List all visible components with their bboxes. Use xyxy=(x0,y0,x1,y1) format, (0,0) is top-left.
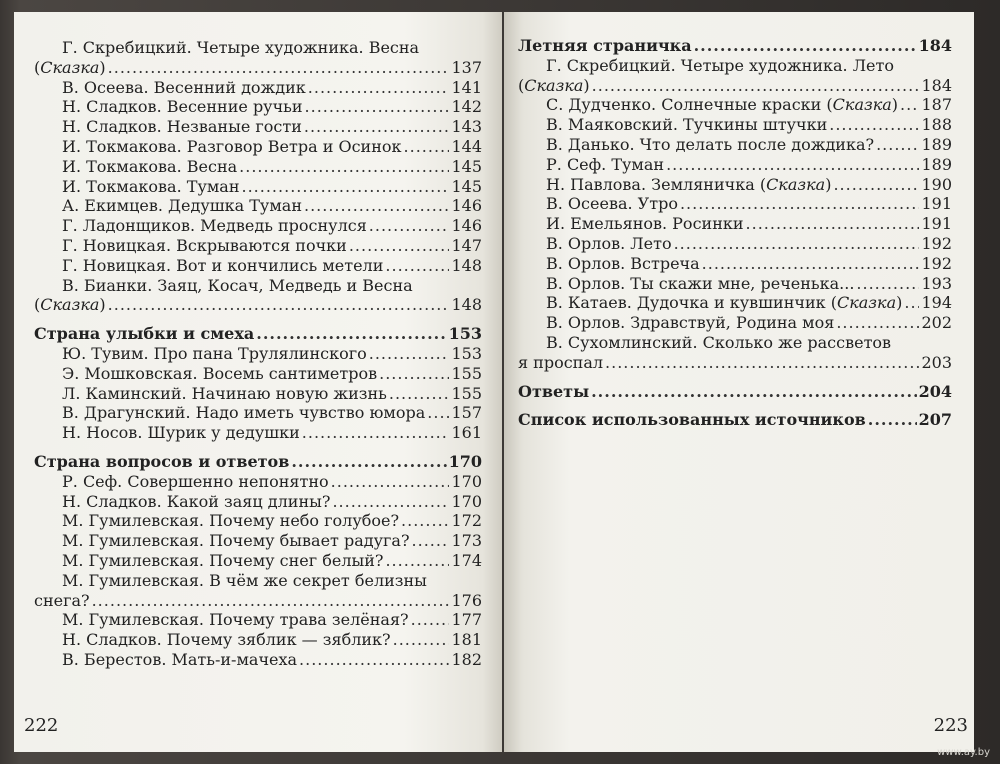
toc-entry-title xyxy=(518,382,589,402)
watermark: www.ay.by xyxy=(937,747,990,758)
table-of-contents-right xyxy=(518,36,952,430)
toc-entry-continuation: я проспал xyxy=(518,352,604,372)
toc-entry xyxy=(34,97,482,117)
toc-entry-title: (Сказка) xyxy=(34,57,106,77)
toc-entry-title xyxy=(34,551,383,571)
dot-leader xyxy=(349,236,450,256)
toc-entry-text: В. Орлов. Встреча xyxy=(546,253,700,273)
toc-entry-text: В. Орлов. Здравствуй, Родина моя xyxy=(546,313,835,333)
toc-page-number: 177 xyxy=(451,610,482,630)
toc-entry-title xyxy=(518,234,672,254)
toc-entry-text: Н. Сладков. Какой заяц длины? xyxy=(62,491,331,511)
toc-entry-subtitle: Сказка xyxy=(836,293,897,313)
toc-page-number: 191 xyxy=(921,214,952,234)
toc-entry-text: Н. Сладков. Почему зяблик — зяблик? xyxy=(62,630,391,650)
dot-leader xyxy=(876,135,919,155)
toc-entry xyxy=(34,472,482,492)
toc-page-number: 155 xyxy=(451,383,482,403)
toc-entry xyxy=(34,78,482,98)
toc-entry-title xyxy=(34,492,330,512)
toc-entry xyxy=(34,256,482,276)
dot-leader xyxy=(746,214,920,234)
dot-leader xyxy=(369,216,450,236)
toc-entry-text: И. Емельянов. Росинки xyxy=(546,214,744,234)
toc-entry xyxy=(34,511,482,531)
toc-page-number: 192 xyxy=(921,253,952,273)
toc-entry-text: Н. Павлова. Земляничка xyxy=(546,174,755,194)
toc-entry-text: И. Токмакова. Весна xyxy=(62,156,238,176)
toc-page-number: 145 xyxy=(451,176,482,196)
toc-entry-continuation: снега? xyxy=(34,590,90,610)
dot-leader xyxy=(308,78,450,98)
left-page xyxy=(14,12,502,752)
toc-entry-title xyxy=(34,511,399,531)
dot-leader xyxy=(389,384,450,404)
toc-page-number: 143 xyxy=(451,117,482,137)
toc-entry-title xyxy=(518,36,692,56)
dot-leader xyxy=(331,472,450,492)
toc-entry-text: Ответы xyxy=(518,381,590,401)
toc-entry-title xyxy=(518,410,866,430)
toc-entry-text: Л. Каминский. Начинаю новую жизнь xyxy=(62,383,387,403)
dot-leader xyxy=(239,157,449,177)
toc-entry-title xyxy=(34,137,402,157)
toc-page-number: 184 xyxy=(921,75,952,95)
dot-leader xyxy=(833,175,919,195)
toc-page-number: 147 xyxy=(451,235,482,255)
toc-page-number: 189 xyxy=(921,134,952,154)
toc-entry-text: Н. Носов. Шурик у дедушки xyxy=(62,423,300,443)
toc-entry-text: В. Берестов. Мать-и-мачеха xyxy=(62,649,298,669)
toc-page-number: 172 xyxy=(451,511,482,531)
toc-page-number: 148 xyxy=(451,295,482,315)
toc-entry-text: Страна улыбки и смеха xyxy=(34,324,255,344)
dot-leader xyxy=(829,115,919,135)
toc-entry xyxy=(34,630,482,650)
toc-entry-line: М. Гумилевская. В чём же секрет белизны xyxy=(62,570,427,590)
toc-entry xyxy=(34,384,482,404)
toc-entry-title xyxy=(34,452,289,472)
toc-section-heading xyxy=(34,452,482,472)
toc-entry-title xyxy=(518,254,700,274)
toc-entry xyxy=(34,236,482,256)
dot-leader xyxy=(401,511,449,531)
toc-entry-text: В. Орлов. Ты скажи мне, реченька... xyxy=(546,273,855,293)
toc-page-number: 176 xyxy=(451,590,482,610)
toc-entry xyxy=(34,344,482,364)
toc-page-number: 202 xyxy=(921,313,952,333)
toc-entry xyxy=(34,196,482,216)
toc-page-number: 170 xyxy=(448,451,482,471)
toc-entry xyxy=(34,216,482,236)
toc-entry-text: Г. Новицкая. Вскрываются почки xyxy=(62,235,347,255)
toc-page-number: 207 xyxy=(918,410,952,430)
toc-entry-title xyxy=(34,650,297,670)
toc-entry xyxy=(518,194,952,214)
toc-page-number: 191 xyxy=(921,194,952,214)
toc-entry-subtitle: Сказка xyxy=(524,75,584,95)
toc-page-number: 203 xyxy=(921,352,952,372)
toc-entry-line: Г. Скребицкий. Четыре художника. Лето xyxy=(546,55,895,75)
toc-entry xyxy=(34,177,482,197)
toc-entry-title: (Сказка) xyxy=(34,295,106,315)
toc-entry-text: В. Осеева. Весенний дождик xyxy=(62,77,306,97)
toc-page-number: 187 xyxy=(921,95,952,115)
toc-entry xyxy=(34,117,482,137)
toc-entry-title xyxy=(34,324,254,344)
toc-page-number: 161 xyxy=(451,423,482,443)
dot-leader xyxy=(411,610,450,630)
toc-entry-text: Ю. Тувим. Про пана Трулялинского xyxy=(62,343,367,363)
dot-leader xyxy=(256,324,446,344)
dot-leader xyxy=(868,410,917,430)
toc-entry-text: Г. Новицкая. Вот и кончились метели xyxy=(62,255,384,275)
dot-leader xyxy=(702,254,920,274)
toc-entry-title xyxy=(34,177,240,197)
toc-entry-text: М. Гумилевская. Почему снег белый? xyxy=(62,550,384,570)
dot-leader xyxy=(680,194,920,214)
toc-entry-text: В. Орлов. Лето xyxy=(546,233,672,253)
toc-entry xyxy=(518,293,952,313)
toc-page-number: 193 xyxy=(921,273,952,293)
dot-leader xyxy=(305,97,450,117)
toc-page-number: 194 xyxy=(921,293,952,313)
toc-page-number: 153 xyxy=(451,343,482,363)
toc-entry-title: В. Катаев. Дудочка и кувшинчик (Сказка) xyxy=(546,293,903,313)
toc-entry-line: Г. Скребицкий. Четыре художника. Весна xyxy=(62,38,420,57)
toc-entry-title xyxy=(34,117,302,137)
toc-entry xyxy=(34,58,482,78)
toc-page-number: 190 xyxy=(921,174,952,194)
toc-page-number: 144 xyxy=(451,136,482,156)
toc-entry-title xyxy=(518,115,827,135)
toc-entry-title xyxy=(518,214,744,234)
dot-leader xyxy=(92,591,450,611)
toc-entry-text: М. Гумилевская. Почему трава зелёная? xyxy=(62,610,409,630)
toc-section-heading xyxy=(518,36,952,56)
toc-entry xyxy=(34,137,482,157)
toc-entry xyxy=(34,610,482,630)
dot-leader xyxy=(836,313,919,333)
dot-leader xyxy=(412,531,450,551)
toc-page-number: 170 xyxy=(451,471,482,491)
toc-entry-title xyxy=(34,531,410,551)
dot-leader xyxy=(904,293,919,313)
toc-entry xyxy=(518,313,952,333)
toc-entry-title xyxy=(34,591,90,611)
toc-page-number: 182 xyxy=(451,649,482,669)
toc-page-number: 137 xyxy=(451,57,482,77)
toc-entry xyxy=(518,95,952,115)
toc-entry-title xyxy=(518,274,854,294)
toc-entry-line: В. Сухомлинский. Сколько же рассветов xyxy=(546,332,892,352)
toc-entry-title xyxy=(34,423,300,443)
dot-leader xyxy=(393,630,450,650)
toc-page-number: 204 xyxy=(918,381,952,401)
page-number-left: 222 xyxy=(24,715,59,736)
toc-entry-title xyxy=(34,236,347,256)
toc-entry-title xyxy=(518,194,678,214)
dot-leader xyxy=(302,423,450,443)
toc-entry xyxy=(518,254,952,274)
toc-entry xyxy=(34,295,482,315)
toc-entry-title xyxy=(518,135,874,155)
dot-leader xyxy=(242,177,450,197)
toc-entry-subtitle: Сказка xyxy=(832,95,892,115)
toc-entry-subtitle: Сказка xyxy=(40,57,100,77)
toc-entry-title xyxy=(34,256,383,276)
toc-page-number: 192 xyxy=(921,233,952,253)
dot-leader xyxy=(379,364,449,384)
toc-entry-text: Р. Сеф. Туман xyxy=(546,154,665,174)
toc-entry-text: Летняя страничка xyxy=(518,36,692,55)
dot-leader xyxy=(304,196,449,216)
dot-leader xyxy=(900,95,919,115)
toc-entry-text: В. Драгунский. Надо иметь чувство юмора xyxy=(62,403,426,423)
toc-entry-title xyxy=(34,216,367,236)
toc-entry-text: Страна вопросов и ответов xyxy=(34,451,290,471)
toc-entry xyxy=(34,551,482,571)
toc-entry-text: М. Гумилевская. Почему бывает радуга? xyxy=(62,531,410,551)
toc-page-number: 188 xyxy=(921,115,952,135)
toc-entry-title xyxy=(34,97,303,117)
dot-leader xyxy=(332,492,449,512)
toc-entry-title: (Сказка) xyxy=(518,75,590,95)
toc-page-number: 153 xyxy=(448,324,482,344)
toc-entry xyxy=(34,591,482,611)
toc-entry-text: Р. Сеф. Совершенно непонятно xyxy=(62,471,329,491)
toc-entry-title: С. Дудченко. Солнечные краски (Сказка) xyxy=(546,95,899,115)
toc-entry xyxy=(34,157,482,177)
toc-entry-text: С. Дудченко. Солнечные краски xyxy=(546,95,822,115)
toc-entry xyxy=(34,492,482,512)
dot-leader xyxy=(108,295,450,315)
toc-page-number: 173 xyxy=(451,531,482,551)
toc-entry xyxy=(518,234,952,254)
toc-section-heading xyxy=(518,382,952,402)
dot-leader xyxy=(592,76,920,96)
toc-entry-text: В. Осеева. Утро xyxy=(546,194,678,214)
toc-entry-text: Г. Ладонщиков. Медведь проснулся xyxy=(62,216,367,236)
toc-page-number: 148 xyxy=(451,255,482,275)
toc-page-number: 146 xyxy=(451,196,482,216)
toc-entry xyxy=(518,353,952,373)
toc-entry-line: В. Бианки. Заяц, Косач, Медведь и Весна xyxy=(62,275,413,295)
dot-leader xyxy=(427,403,449,423)
dot-leader xyxy=(591,382,916,402)
toc-section-heading xyxy=(518,410,952,430)
dot-leader xyxy=(304,117,450,137)
toc-entry xyxy=(518,115,952,135)
toc-entry-title xyxy=(34,157,237,177)
toc-entry-title xyxy=(34,78,306,98)
toc-entry-title xyxy=(34,610,409,630)
page-number-right: 223 xyxy=(933,715,968,736)
toc-entry-title xyxy=(34,472,329,492)
toc-entry-subtitle: Сказка xyxy=(40,295,100,315)
toc-page-number: 174 xyxy=(451,550,482,570)
toc-entry xyxy=(34,531,482,551)
toc-page-number: 141 xyxy=(451,77,482,97)
toc-entry-text: В. Катаев. Дудочка и кувшинчик xyxy=(546,293,826,313)
toc-entry xyxy=(518,135,952,155)
toc-entry-text: Н. Сладков. Незваные гости xyxy=(62,117,302,137)
toc-page-number: 189 xyxy=(921,154,952,174)
toc-entry xyxy=(518,76,952,96)
dot-leader xyxy=(385,256,449,276)
toc-entry-title xyxy=(518,313,834,333)
toc-entry-text: В. Маяковский. Тучкины штучки xyxy=(546,115,828,135)
toc-page-number: 146 xyxy=(451,216,482,236)
toc-entry-text: В. Данько. Что делать после дождика? xyxy=(546,134,875,154)
toc-entry-title: Н. Павлова. Земляничка (Сказка) xyxy=(546,174,832,194)
dot-leader xyxy=(694,36,917,56)
toc-page-number: 155 xyxy=(451,363,482,383)
toc-entry-text: И. Токмакова. Разговор Ветра и Осинок xyxy=(62,136,402,156)
toc-entry-title xyxy=(34,403,425,423)
dot-leader xyxy=(299,650,449,670)
toc-entry-title xyxy=(34,196,302,216)
dot-leader xyxy=(666,155,919,175)
toc-entry xyxy=(518,155,952,175)
toc-entry-title xyxy=(518,353,603,373)
toc-entry xyxy=(34,364,482,384)
dot-leader xyxy=(404,137,450,157)
toc-entry-title xyxy=(518,155,664,175)
toc-entry-text: А. Екимцев. Дедушка Туман xyxy=(62,196,302,216)
toc-page-number: 145 xyxy=(451,156,482,176)
toc-entry-text: М. Гумилевская. Почему небо голубое? xyxy=(62,511,400,531)
toc-entry-title xyxy=(34,384,387,404)
toc-entry xyxy=(34,650,482,670)
toc-page-number: 181 xyxy=(451,630,482,650)
toc-entry-text: Н. Сладков. Весенние ручьи xyxy=(62,97,303,117)
toc-entry xyxy=(34,423,482,443)
toc-entry-text: Список использованных источников xyxy=(518,410,866,430)
table-of-contents-left xyxy=(34,38,482,670)
toc-entry-text: И. Токмакова. Туман xyxy=(62,176,240,196)
dot-leader xyxy=(108,58,450,78)
toc-entry xyxy=(518,175,952,195)
toc-entry-text: Э. Мошковская. Восемь сантиметров xyxy=(62,363,378,383)
toc-page-number: 142 xyxy=(451,97,482,117)
toc-entry xyxy=(518,274,952,294)
toc-section-heading xyxy=(34,324,482,344)
toc-page-number: 184 xyxy=(918,36,952,55)
toc-entry xyxy=(34,403,482,423)
toc-page-number: 170 xyxy=(451,491,482,511)
dot-leader xyxy=(856,274,919,294)
dot-leader xyxy=(369,344,450,364)
dot-leader xyxy=(674,234,920,254)
dot-leader xyxy=(605,353,919,373)
toc-entry-title xyxy=(34,364,377,384)
toc-entry-title xyxy=(34,630,391,650)
toc-page-number: 157 xyxy=(451,403,482,423)
toc-entry xyxy=(518,214,952,234)
toc-entry-subtitle: Сказка xyxy=(766,174,826,194)
dot-leader xyxy=(291,452,446,472)
right-page xyxy=(504,12,974,752)
toc-entry-title xyxy=(34,344,367,364)
dot-leader xyxy=(385,551,449,571)
